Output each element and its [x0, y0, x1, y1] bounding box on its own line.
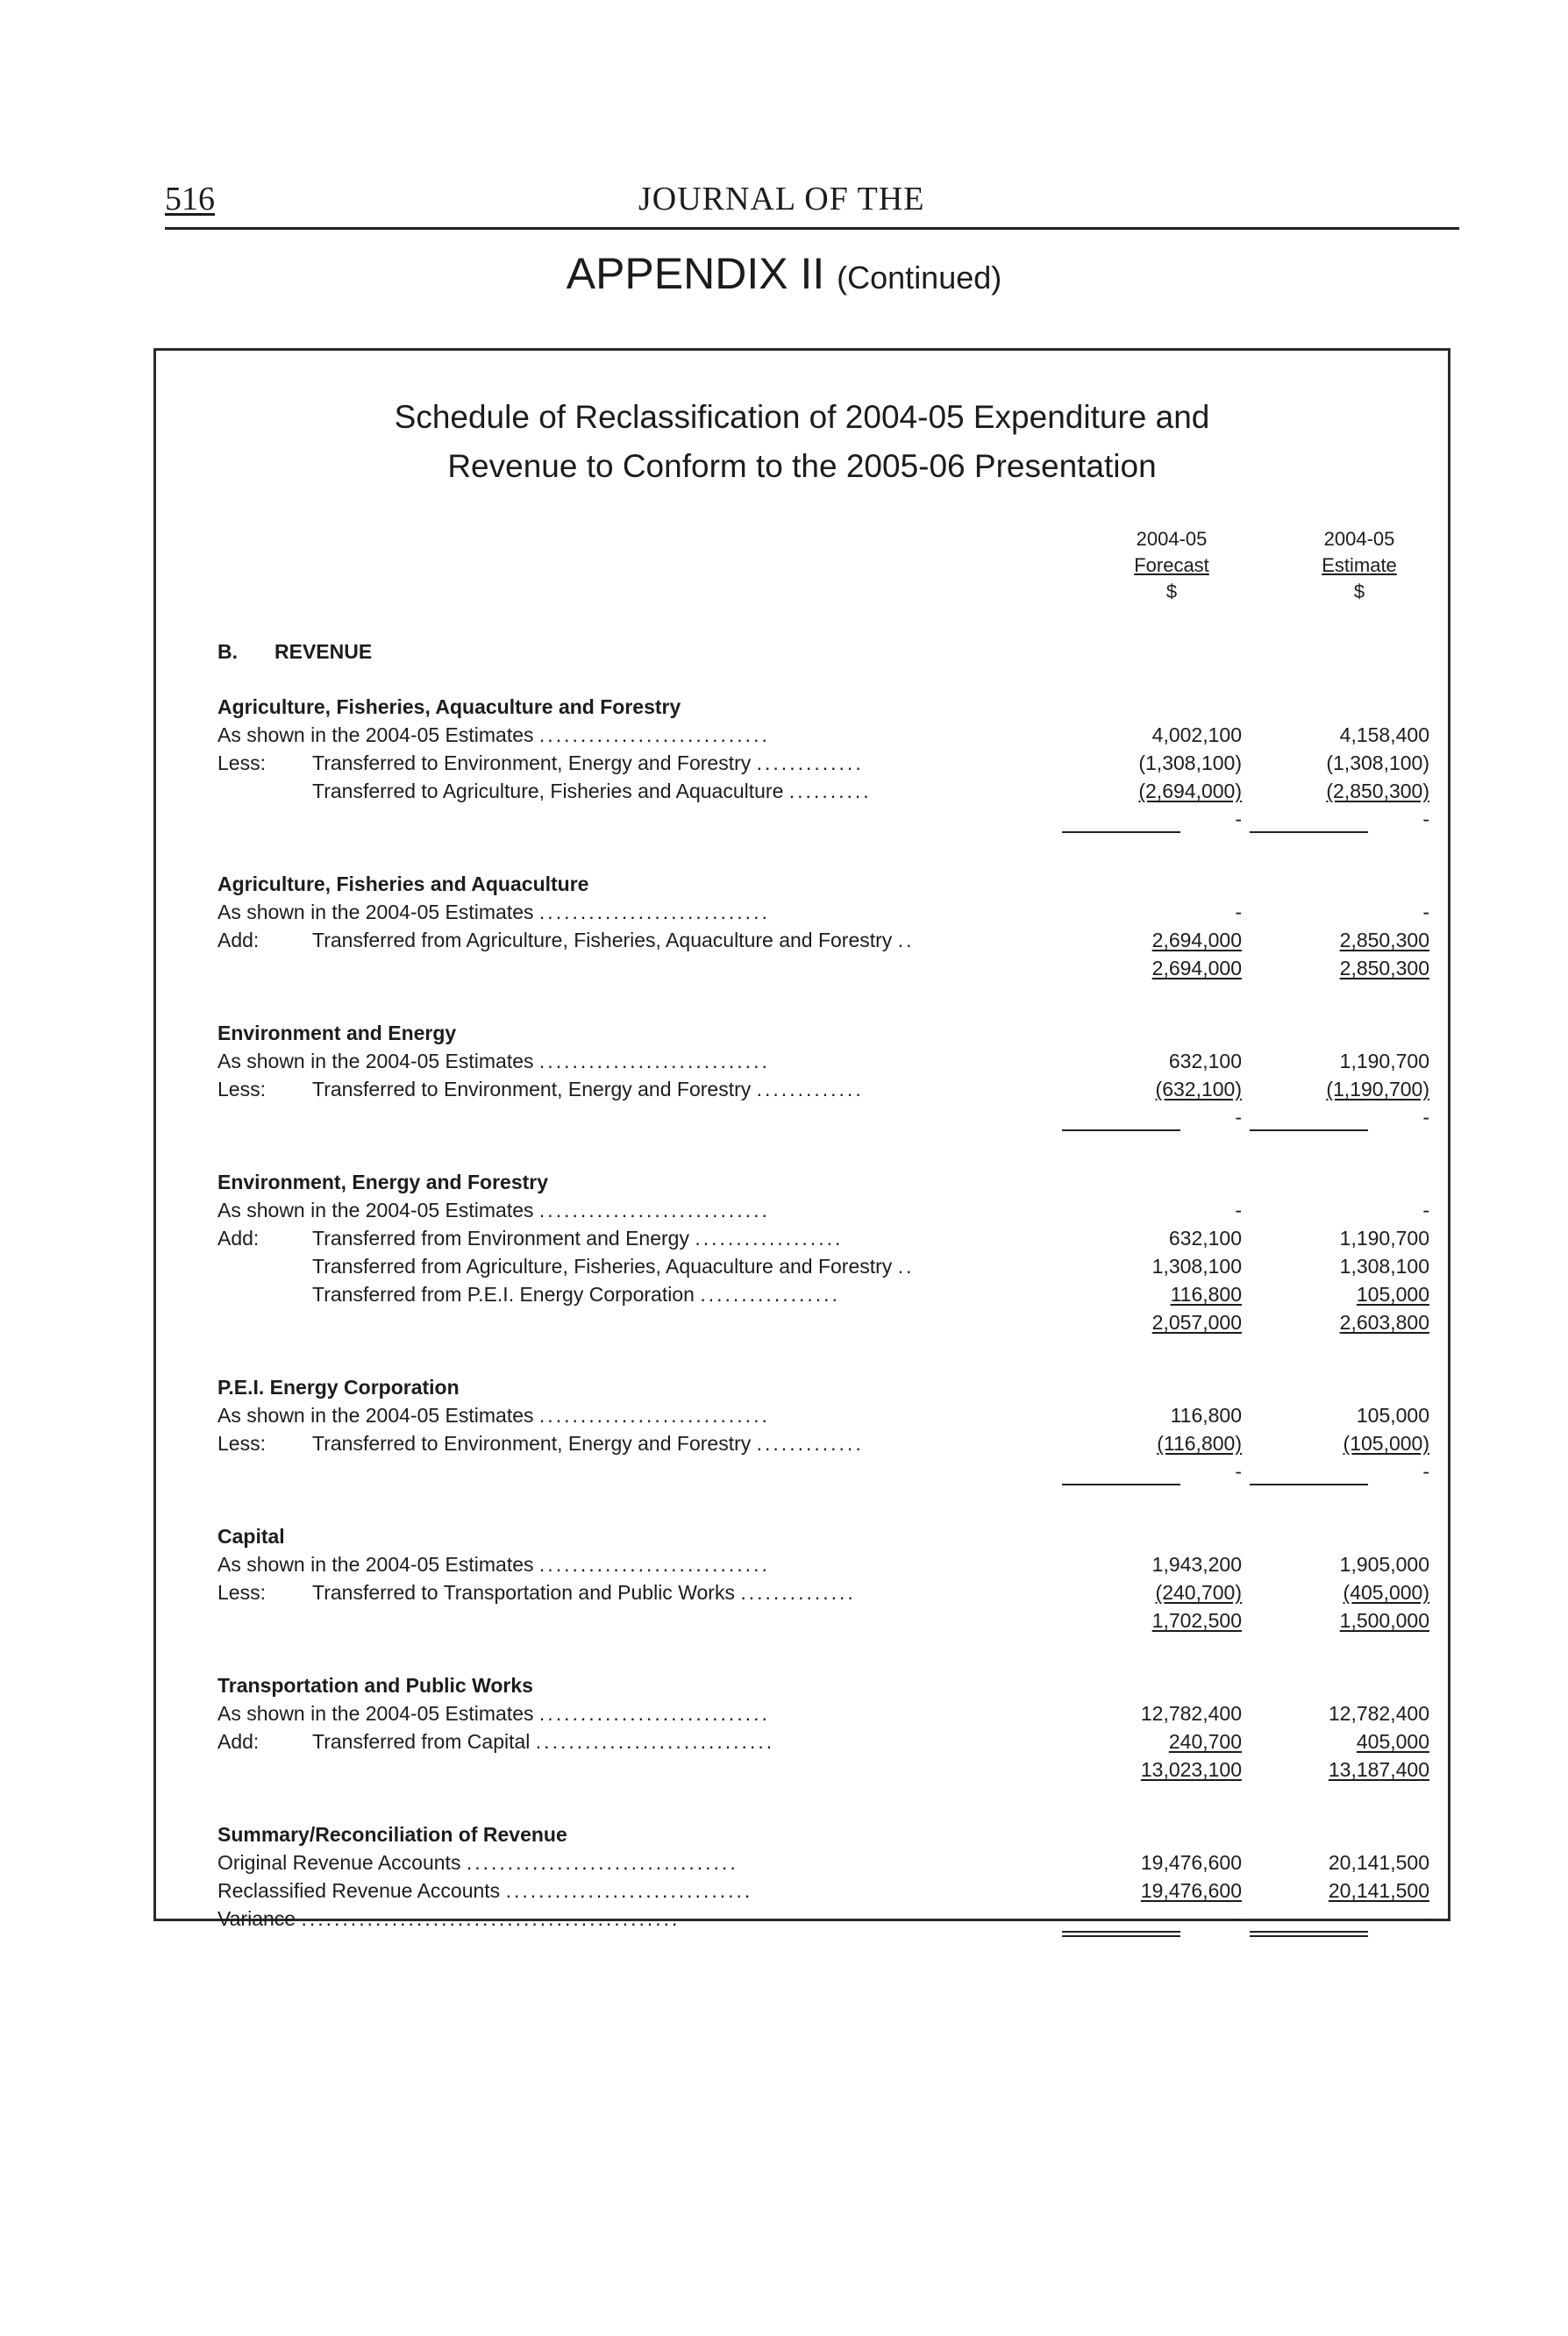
forecast-value: 2,694,000 [1151, 957, 1242, 979]
single-rule [1062, 1129, 1180, 1131]
column-header-estimate [1289, 526, 1429, 605]
row-label [217, 1877, 752, 1905]
leader-dots: ............................ [538, 1050, 770, 1072]
leader-dots: ................. [700, 1283, 840, 1306]
estimate-value: 405,000 [1356, 1730, 1429, 1753]
row-label [217, 777, 872, 805]
forecast-value: (116,800) [1157, 1432, 1242, 1455]
forecast-value: 13,023,100 [1140, 1758, 1242, 1781]
forecast-value: 116,800 [1170, 1404, 1242, 1427]
forecast-value: 1,702,500 [1151, 1609, 1242, 1632]
row-label [217, 1196, 770, 1224]
leader-dots: ............. [756, 1432, 864, 1455]
row-text: Transferred from Agriculture, Fisheries, Aquaculture and Forestry [312, 929, 898, 951]
row-text: Transferred to Transportation and Public Works [312, 1581, 741, 1604]
forecast-value: 1,308,100 [1151, 1255, 1242, 1278]
row-label [217, 1699, 770, 1727]
leader-dots: ............................ [538, 1199, 770, 1221]
row-text: Transferred to Environment, Energy and Forestry [312, 1432, 757, 1455]
row-label [217, 1075, 864, 1103]
forecast-value: 4,002,100 [1151, 723, 1242, 746]
appendix-title: APPENDIX II [566, 249, 825, 298]
single-rule [1250, 1129, 1368, 1131]
single-rule [1062, 1484, 1180, 1485]
leader-dots: ............................. [535, 1730, 775, 1753]
row-text: As shown in the 2004-05 Estimates [217, 1404, 539, 1427]
row-text: Transferred to Environment, Energy and Forestry [312, 1078, 757, 1100]
estimate-value: - [1422, 1907, 1429, 1930]
row-text: As shown in the 2004-05 Estimates [217, 901, 539, 923]
row-prefix: Add: [217, 1730, 260, 1753]
estimate-value: 105,000 [1356, 1404, 1429, 1427]
estimate-value: 1,190,700 [1339, 1227, 1429, 1250]
leader-dots: ............. [756, 1078, 864, 1100]
forecast-value: - [1235, 1907, 1242, 1930]
estimate-value: (105,000) [1343, 1432, 1429, 1455]
estimate-value: 20,141,500 [1328, 1879, 1429, 1902]
estimate-value: - [1422, 1106, 1429, 1129]
forecast-value: - [1235, 1460, 1242, 1483]
row-text: Transferred from Environment and Energy [312, 1227, 695, 1250]
column-year: 2004-05 [1136, 528, 1208, 550]
leader-dots: .............. [740, 1581, 856, 1604]
estimate-value: - [1422, 1460, 1429, 1483]
page-number: 516 [165, 181, 215, 217]
row-label [217, 1401, 770, 1429]
row-text: Transferred from Capital [312, 1730, 536, 1753]
forecast-value: 116,800 [1170, 1283, 1242, 1306]
estimate-value: (2,850,300) [1326, 780, 1429, 802]
row-text: Reclassified Revenue Accounts [217, 1879, 506, 1902]
row-text: As shown in the 2004-05 Estimates [217, 1702, 539, 1725]
section-letter: B. [217, 640, 238, 663]
leader-dots: ............. [756, 751, 864, 774]
leader-dots: ............................ [538, 1404, 770, 1427]
section-heading-label: Summary/Reconciliation of Revenue [217, 1823, 567, 1846]
section-heading-label: Agriculture, Fisheries and Aquaculture [217, 872, 589, 895]
page-header [165, 180, 1459, 230]
leader-dots: .......... [788, 780, 872, 802]
leader-dots: ................................. [466, 1851, 738, 1874]
column-year: 2004-05 [1323, 528, 1395, 550]
section-heading-label: Capital [217, 1525, 285, 1548]
row-text: Transferred from Agriculture, Fisheries, Aquaculture and Forestry [312, 1255, 898, 1278]
column-label: Forecast [1134, 554, 1209, 576]
estimate-value: - [1422, 808, 1429, 830]
row-label [217, 749, 864, 777]
row-prefix: Less: [217, 1432, 266, 1455]
column-unit: $ [1165, 580, 1178, 602]
estimate-value: 2,850,300 [1339, 957, 1429, 979]
forecast-value: 632,100 [1168, 1227, 1242, 1250]
row-prefix: Less: [217, 751, 266, 774]
row-label [217, 1252, 914, 1280]
row-text: Transferred to Environment, Energy and Forestry [312, 751, 757, 774]
column-header-forecast [1101, 526, 1242, 605]
section-revenue [217, 640, 372, 664]
forecast-value: (240,700) [1155, 1581, 1242, 1604]
row-text: As shown in the 2004-05 Estimates [217, 1553, 539, 1576]
schedule-box [153, 348, 1450, 1930]
leader-dots: ............................ [538, 723, 770, 746]
estimate-value: 13,187,400 [1328, 1758, 1429, 1781]
section-heading-label: Agriculture, Fisheries, Aquaculture and Forestry [217, 695, 681, 718]
row-label [217, 1727, 774, 1756]
section-heading-label: P.E.I. Energy Corporation [217, 1376, 460, 1399]
row-label [217, 1550, 770, 1578]
forecast-value: 19,476,600 [1140, 1851, 1242, 1874]
forecast-value: - [1235, 1106, 1242, 1129]
leader-dots: ............................ [538, 901, 770, 923]
row-label [217, 926, 914, 954]
row-label [217, 1224, 843, 1252]
section-heading-label: Transportation and Public Works [217, 1674, 533, 1697]
estimate-value: - [1422, 901, 1429, 923]
row-label [217, 1280, 840, 1308]
forecast-value: - [1235, 901, 1242, 923]
appendix-heading [0, 247, 1568, 304]
forecast-value: 2,694,000 [1151, 929, 1242, 951]
estimate-value: 12,782,400 [1328, 1702, 1429, 1725]
forecast-value: 632,100 [1168, 1050, 1242, 1072]
estimate-value: 1,308,100 [1339, 1255, 1429, 1278]
estimate-value: 2,603,800 [1339, 1311, 1429, 1334]
forecast-value: 12,782,400 [1140, 1702, 1242, 1725]
row-text: Transferred to Agriculture, Fisheries and Aquaculture [312, 780, 789, 802]
row-prefix: Add: [217, 929, 260, 951]
estimate-value: 1,190,700 [1339, 1050, 1429, 1072]
single-rule [1250, 831, 1368, 833]
row-text: Original Revenue Accounts [217, 1851, 467, 1874]
forecast-value: - [1235, 808, 1242, 830]
forecast-value: (2,694,000) [1138, 780, 1242, 802]
forecast-value: 2,057,000 [1151, 1311, 1242, 1334]
row-prefix: Less: [217, 1581, 266, 1604]
appendix-continued: (Continued) [837, 260, 1002, 296]
estimate-value: 1,500,000 [1339, 1609, 1429, 1632]
column-label: Estimate [1322, 554, 1397, 576]
forecast-value: 19,476,600 [1140, 1879, 1242, 1902]
single-rule [1250, 1484, 1368, 1485]
estimate-value: - [1422, 1199, 1429, 1221]
row-label [217, 1905, 680, 1933]
row-prefix: Add: [217, 1227, 260, 1250]
estimate-value: (405,000) [1343, 1581, 1429, 1604]
estimate-value: 20,141,500 [1328, 1851, 1429, 1874]
leader-dots: .............................................. [301, 1907, 681, 1930]
row-text: Transferred from P.E.I. Energy Corporation [312, 1283, 701, 1306]
forecast-value: 1,943,200 [1151, 1553, 1242, 1576]
forecast-value: 240,700 [1168, 1730, 1242, 1753]
row-text: As shown in the 2004-05 Estimates [217, 723, 539, 746]
estimate-value: 4,158,400 [1339, 723, 1429, 746]
row-text: As shown in the 2004-05 Estimates [217, 1199, 539, 1221]
row-label [217, 898, 770, 926]
schedule-title-line-1: Schedule of Reclassification of 2004-05 Expenditure and [394, 399, 1210, 435]
section-heading-label: Environment and Energy [217, 1022, 457, 1044]
single-rule [1062, 831, 1180, 833]
schedule-title-line-2: Revenue to Conform to the 2005-06 Presentation [447, 448, 1157, 484]
row-label [217, 1429, 864, 1457]
row-label [217, 721, 770, 749]
journal-title: JOURNAL OF THE [638, 181, 925, 217]
leader-dots: ............................ [538, 1702, 770, 1725]
estimate-value: 105,000 [1356, 1283, 1429, 1306]
row-label [217, 1578, 856, 1606]
row-label [217, 1047, 770, 1075]
section-name: REVENUE [274, 640, 373, 663]
double-rule [1250, 1931, 1368, 1937]
estimate-value: 2,850,300 [1339, 929, 1429, 951]
column-unit: $ [1353, 580, 1365, 602]
section-heading-label: Environment, Energy and Forestry [217, 1171, 549, 1193]
schedule-title [156, 393, 1448, 491]
row-label [217, 1848, 738, 1877]
row-prefix: Less: [217, 1078, 266, 1100]
forecast-value: (1,308,100) [1138, 751, 1242, 774]
estimate-value: (1,308,100) [1326, 751, 1429, 774]
row-text: As shown in the 2004-05 Estimates [217, 1050, 539, 1072]
forecast-value: - [1235, 1199, 1242, 1221]
row-text: Variance [217, 1907, 302, 1930]
leader-dots: .. [897, 1255, 915, 1278]
leader-dots: .. [897, 929, 915, 951]
leader-dots: ............................ [538, 1553, 770, 1576]
forecast-value: (632,100) [1155, 1078, 1242, 1100]
leader-dots: .................. [695, 1227, 844, 1250]
estimate-value: 1,905,000 [1339, 1553, 1429, 1576]
estimate-value: (1,190,700) [1326, 1078, 1429, 1100]
double-rule [1062, 1931, 1180, 1937]
leader-dots: .............................. [505, 1879, 753, 1902]
